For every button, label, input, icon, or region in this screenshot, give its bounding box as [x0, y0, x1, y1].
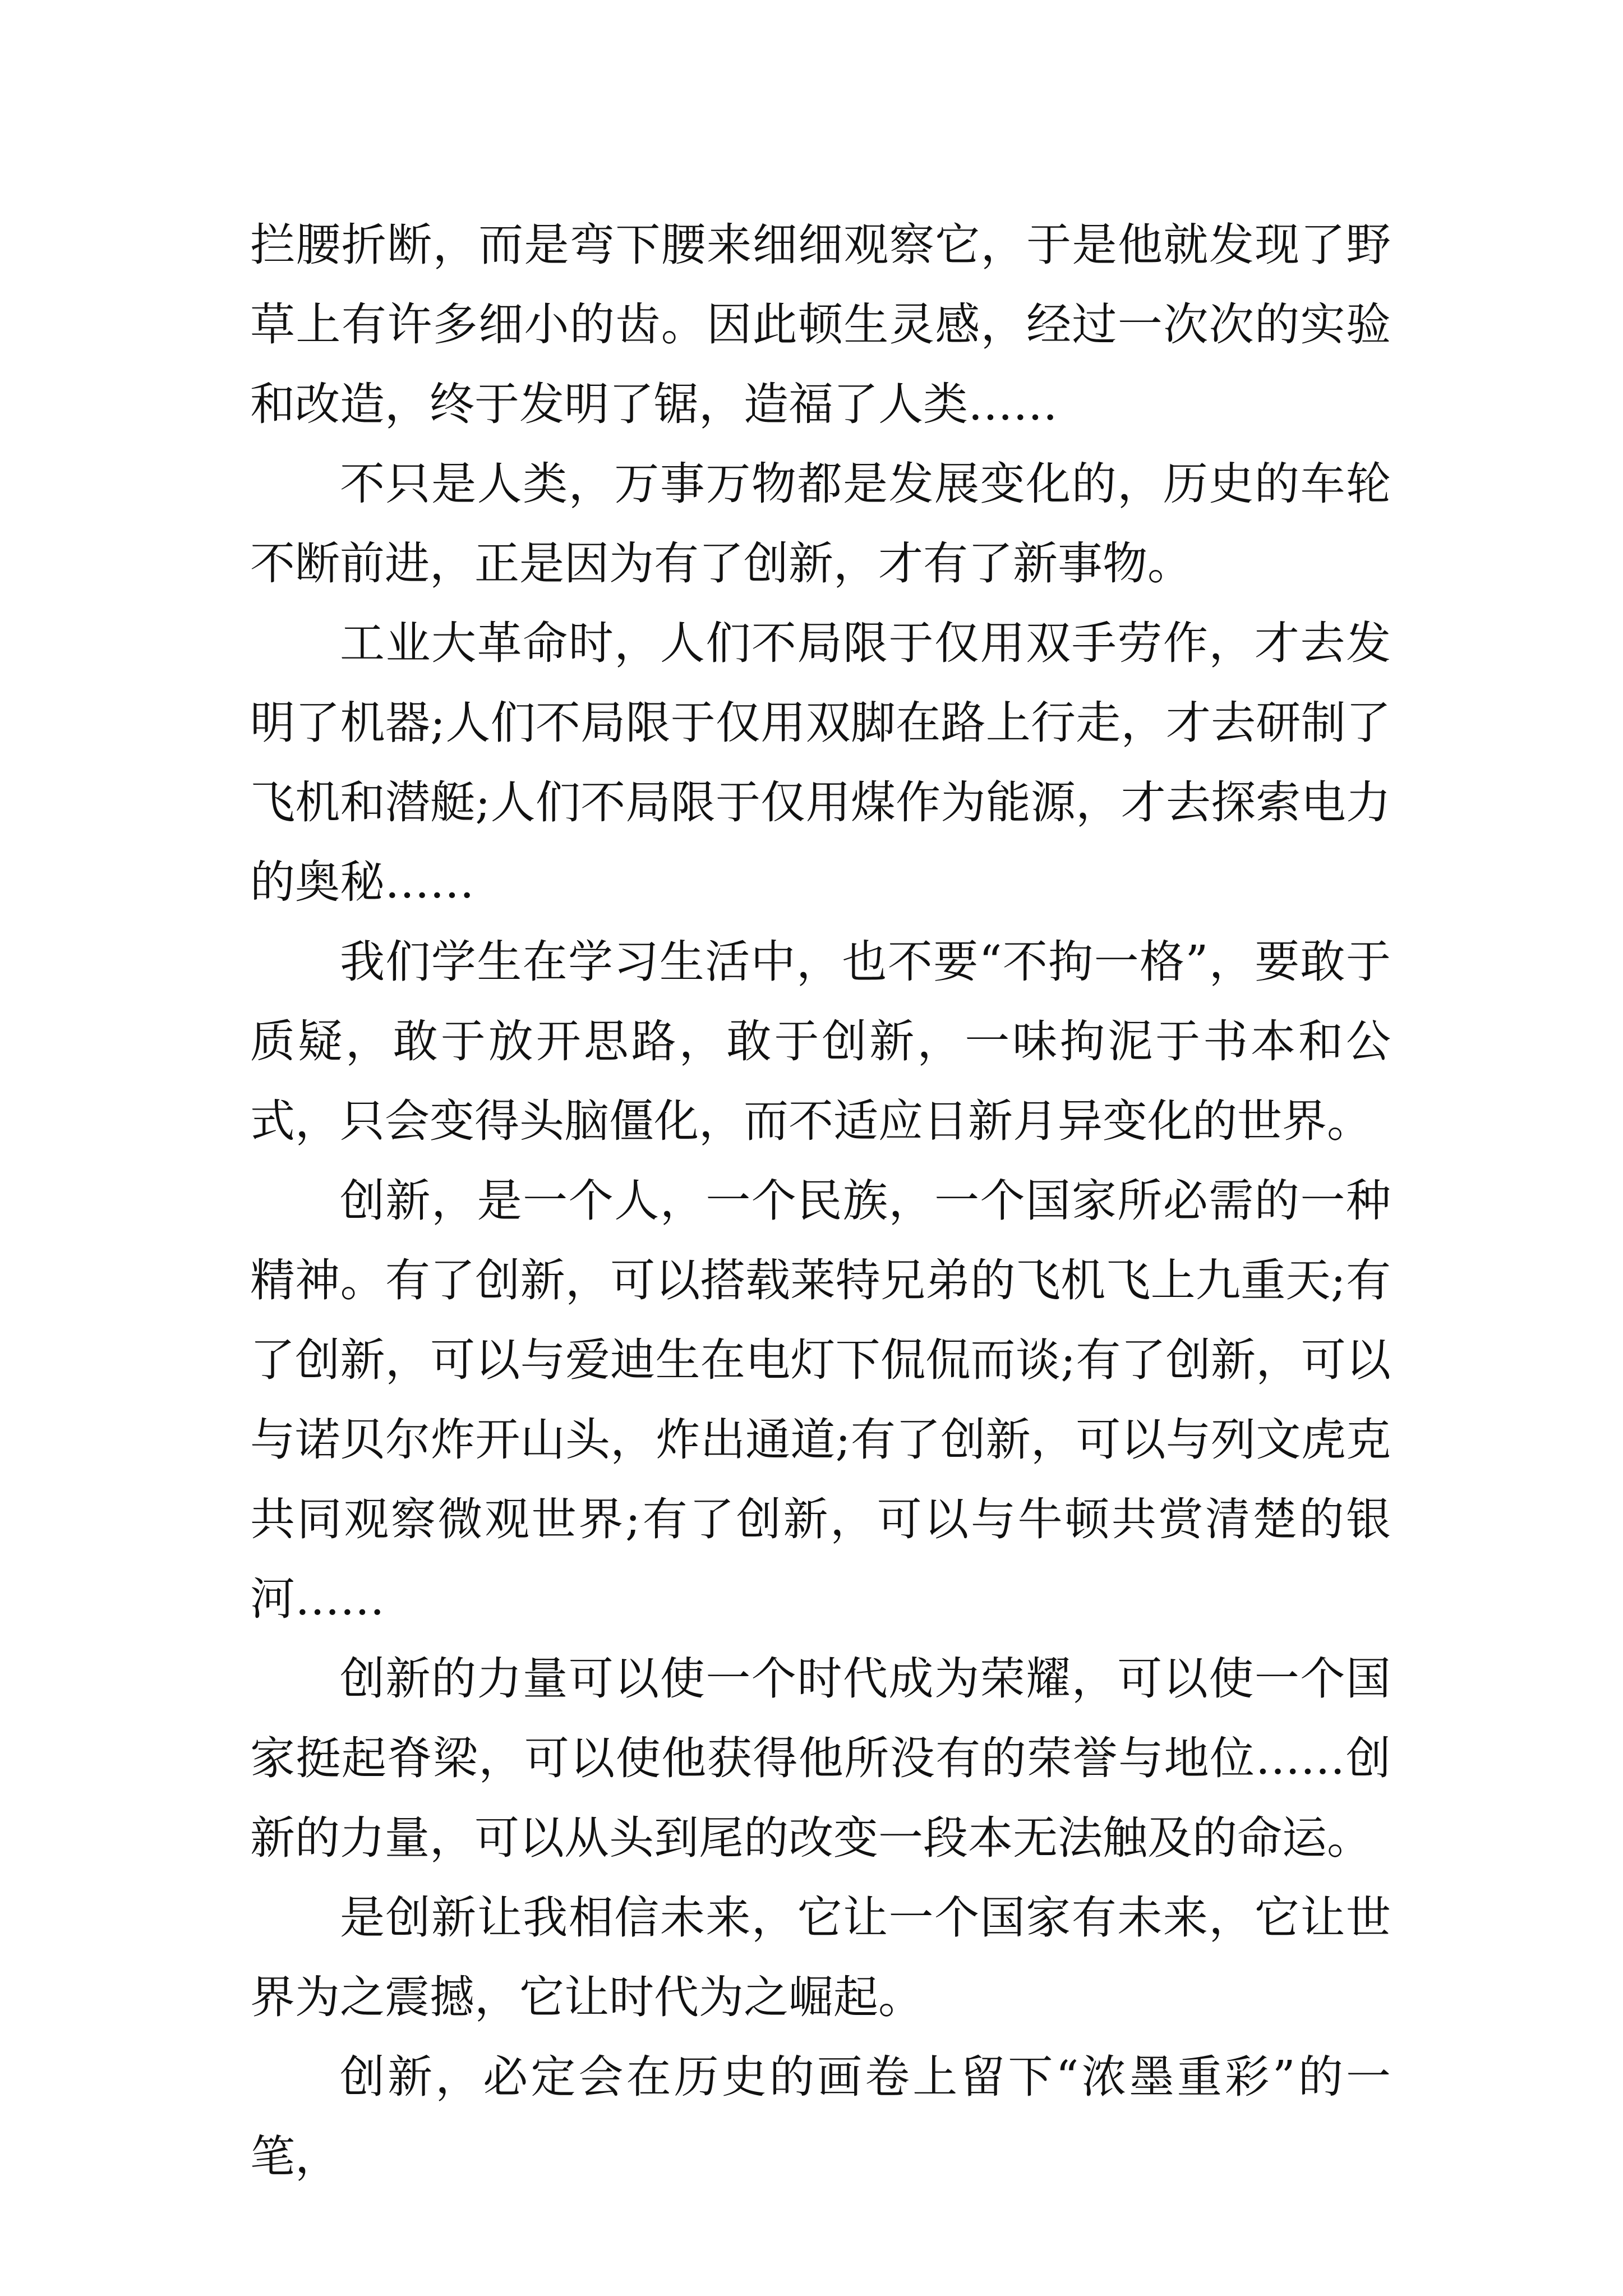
paragraph-3: 工业大革命时，人们不局限于仅用双手劳作，才去发明了机器;人们不局限于仅用双脚在路上行走，才去研制了飞机和潜艇;人们不局限于仅用煤作为能源，才去探索电力的奥秘…… [250, 617, 1391, 908]
paragraph-2: 不只是人类，万事万物都是发展变化的，历史的车轮不断前进，正是因为有了创新，才有了新事物。 [250, 458, 1391, 590]
paragraph-5: 创新，是一个人，一个民族，一个国家所必需的一种精神。有了创新，可以搭载莱特兄弟的飞机飞上九重天;有了创新，可以与爱迪生在电灯下侃侃而谈;有了创新，可以与诺贝尔炸开山头，炸出通道;有了创新，可以与列文虎克共同观察微观世界;有了创新，可以与牛顿共赏清楚的银河…… [250, 1175, 1391, 1625]
body-text [250, 205, 1391, 2197]
paragraph-7: 是创新让我相信未来，它让一个国家有未来，它让世界为之震撼，它让时代为之崛起。 [250, 1892, 1391, 2023]
paragraph-4: 我们学生在学习生活中，也不要“不拘一格”，要敢于质疑，敢于放开思路，敢于创新，一味拘泥于书本和公式，只会变得头脑僵化，而不适应日新月异变化的世界。 [250, 936, 1391, 1147]
paragraph-6: 创新的力量可以使一个时代成为荣耀，可以使一个国家挺起脊梁，可以使他获得他所没有的荣誉与地位……创新的力量，可以从头到尾的改变一段本无法触及的命运。 [250, 1653, 1391, 1864]
paragraph-1: 拦腰折断，而是弯下腰来细细观察它，于是他就发现了野草上有许多细小的齿。因此顿生灵感，经过一次次的实验和改造，终于发明了锯，造福了人类…… [250, 219, 1391, 430]
paragraph-8: 创新，必定会在历史的画卷上留下“浓墨重彩”的一笔， [250, 2051, 1391, 2183]
